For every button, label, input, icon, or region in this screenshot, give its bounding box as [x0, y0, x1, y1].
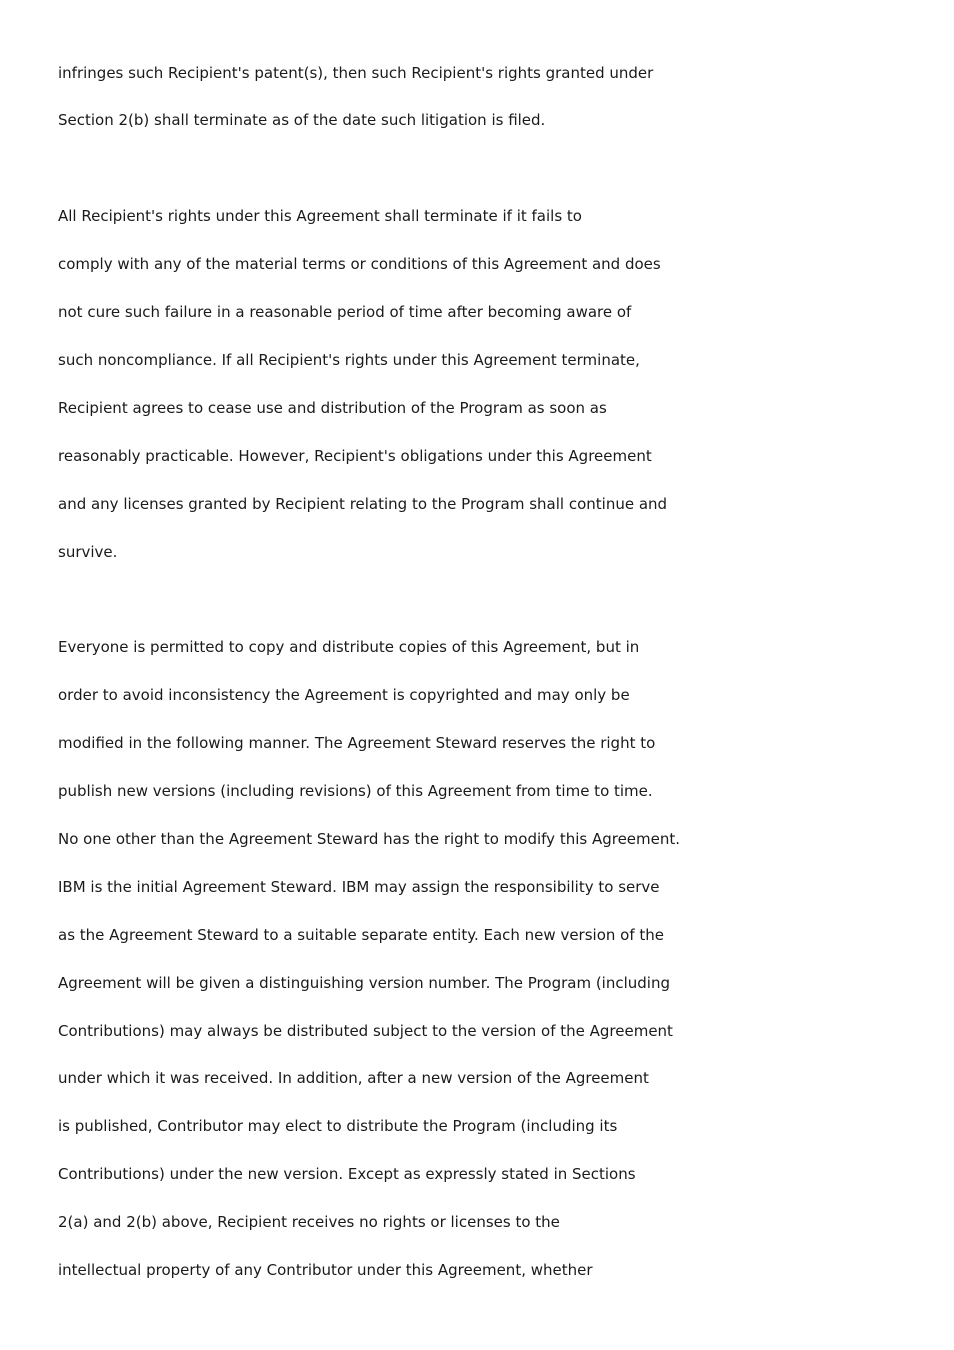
text-line: No one other than the Agreement Steward has the right to modify this Agreement.	[58, 830, 681, 848]
text-line: survive.	[58, 543, 118, 561]
text-line: IBM is the initial Agreement Steward. IBM may assign the responsibility to serve	[58, 878, 660, 896]
text-line: under which it was received. In addition, after a new version of the Agreement	[58, 1069, 649, 1087]
text-line: Contributions) may always be distributed subject to the version of the Agreement	[58, 1022, 673, 1040]
text-line: order to avoid inconsistency the Agreement is copyrighted and may only be	[58, 686, 630, 704]
text-line: Agreement will be given a distinguishing version number. The Program (including	[58, 974, 670, 992]
text-line: Recipient agrees to cease use and distribution of the Program as soon as	[58, 399, 607, 417]
text-line: intellectual property of any Contributor under this Agreement, whether	[58, 1261, 593, 1279]
text-line: as the Agreement Steward to a suitable separate entity. Each new version of the	[58, 926, 664, 944]
text-line: 2(a) and 2(b) above, Recipient receives no rights or licenses to the	[58, 1213, 560, 1231]
text-line: Section 2(b) shall terminate as of the date such litigation is filed.	[58, 111, 546, 129]
text-line: not cure such failure in a reasonable period of time after becoming aware of	[58, 303, 632, 321]
text-line: is published, Contributor may elect to distribute the Program (including its	[58, 1117, 618, 1135]
text-line: reasonably practicable. However, Recipient's obligations under this Agreement	[58, 447, 652, 465]
text-line: and any licenses granted by Recipient relating to the Program shall continue and	[58, 495, 668, 513]
text-line: Contributions) under the new version. Except as expressly stated in Sections	[58, 1165, 636, 1183]
text-line: infringes such Recipient's patent(s), then such Recipient's rights granted under	[58, 64, 654, 82]
text-line: publish new versions (including revisions) of this Agreement from time to time.	[58, 782, 653, 800]
text-line: modified in the following manner. The Agreement Steward reserves the right to	[58, 734, 656, 752]
text-line: Everyone is permitted to copy and distribute copies of this Agreement, but in	[58, 638, 640, 656]
text-line: All Recipient's rights under this Agreement shall terminate if it fails to	[58, 207, 582, 225]
text-line: comply with any of the material terms or conditions of this Agreement and does	[58, 255, 661, 273]
text-line: such noncompliance. If all Recipient's rights under this Agreement terminate,	[58, 351, 640, 369]
